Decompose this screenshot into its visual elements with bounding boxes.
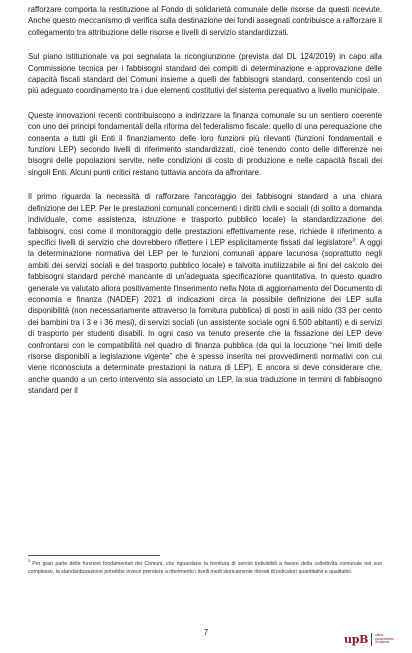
- logo-subtitle-line: di bilancio: [375, 640, 390, 645]
- paragraph-4-text-b: . A oggi la determinazione normativa dei LEP per le funzioni comunali appare lacunosa (soprattutto negli ambiti dei servizi sociali e del trasporto pubblico locale) e talvolta inutilizzabile ai fini del calcolo dei fabbisogni standard perché mancante di un'adeguata specificazione quantitativa. In questo quadro generale va valutato allora positivamente l'inserimento nella Nota di aggiornamento del Documento di economia e finanza (NADEF) 2021 di indicazioni circa la possibile definizione dei LEP sulla disponibilità (non necessariamente attraverso la fornitura pubblica) di posti in asili nido (33 per cento dei bambini tra i 3 e i 36 mesi), di servizi sociali (un assistente sociale ogni 6.500 abitanti) e di servizi di trasporto per studenti disabili. In ogni caso va tenuto presente che la fissazione dei LEP deve confrontarsi con le compatibilità nel quadro di finanza pubblica (da qui la locuzione “nei limiti delle risorse disponibili a legislazione vigente” che è spesso inserita nei provvedimenti normativi con cui viene riconosciuta a determinate prestazioni la natura di LEP). E ancora si deve considerare che, anche quando a un certo intervento sia associato un LEP, la sua traduzione in termini di fabbisogno standard per il: [28, 237, 382, 396]
- logo-subtitle-line: ufficio: [375, 632, 384, 637]
- upb-logo: [344, 633, 394, 646]
- body-text: [28, 4, 382, 410]
- logo-separator: [371, 633, 372, 646]
- paragraph-4-text-a: Il primo riguarda la necessità di rafforzare l'ancoraggio dei fabbisogni standard a una chiara definizione dei LEP. Per le prestazioni comunali concernenti i diritti civili e sociali (di solito a domanda individuale, come assistenza, istruzione e trasporto pubblico locale) la standardizzazione dei fabbisogni, così come il monitoraggio delle prestazioni effettivamente rese, richiede il riferimento a specifici livelli di servizio che dovrebbero riflettere i LEP esplicitamente fissati dal legislatore: [28, 192, 382, 247]
- paragraph-3: Queste innovazioni recenti contribuiscono a indirizzare la finanza comunale su un sentiero coerente con uno dei principi fondamentali della riforma del federalismo fiscale: quello di una perequazione che consenta a tutti gli Enti il finanziamento delle loro funzioni più rilevanti (funzioni fondamentali e funzioni LEP) secondo livelli di riferimento standardizzati, cioè tenendo conto delle differenze nei bisogni delle popolazioni servite, nelle condizioni di costo di produzione e nelle capacità fiscali dei singoli Enti. Alcuni punti critici restano tuttavia ancora da affrontare.: [28, 110, 382, 177]
- footnote-number: 3: [28, 558, 31, 564]
- footnote-text: Per gran parte delle funzioni fondamentali dei Comuni, che riguardano la fornitura di servizi indivisibili a favore della collettività comunale nel suo complesso, la standardizzazione potrebbe invece prendere a riferimento i livelli medi storicamente rilevati di indicatori quantitativi e qualitativi.: [28, 561, 382, 575]
- paragraph-4: [28, 191, 382, 396]
- footnote-divider: [28, 555, 160, 556]
- footnote: [28, 558, 382, 577]
- logo-mark: upB: [344, 633, 369, 646]
- logo-subtitle-line: parlamentare: [375, 636, 394, 641]
- page-number: 7: [203, 628, 209, 637]
- paragraph-1: rafforzare comporta la restituzione al Fondo di solidarietà comunale delle risorse da questi ricevute. Anche questo meccanismo di verifica sulla destinazione dei fondi assegnati contribuisce a rafforzare il collegamento tra attribuzione delle risorse e livelli di servizio standardizzati.: [28, 5, 382, 37]
- footnote-reference[interactable]: 3: [352, 237, 356, 244]
- paragraph-2: Sul piano istituzionale va poi segnalata la ricongiunzione (prevista dal DL 124/2019) in capo alla Commissione tecnica per i fabbisogni standard dei compiti di determinazione e approvazione delle capacità fiscali standard dei Comuni insieme a quelli dei fabbisogni standard, consentendo così un più adeguato coordinamento tra i due elementi costitutivi del sistema perequativo a livello municipale.: [28, 52, 382, 96]
- logo-subtitle: [375, 634, 394, 645]
